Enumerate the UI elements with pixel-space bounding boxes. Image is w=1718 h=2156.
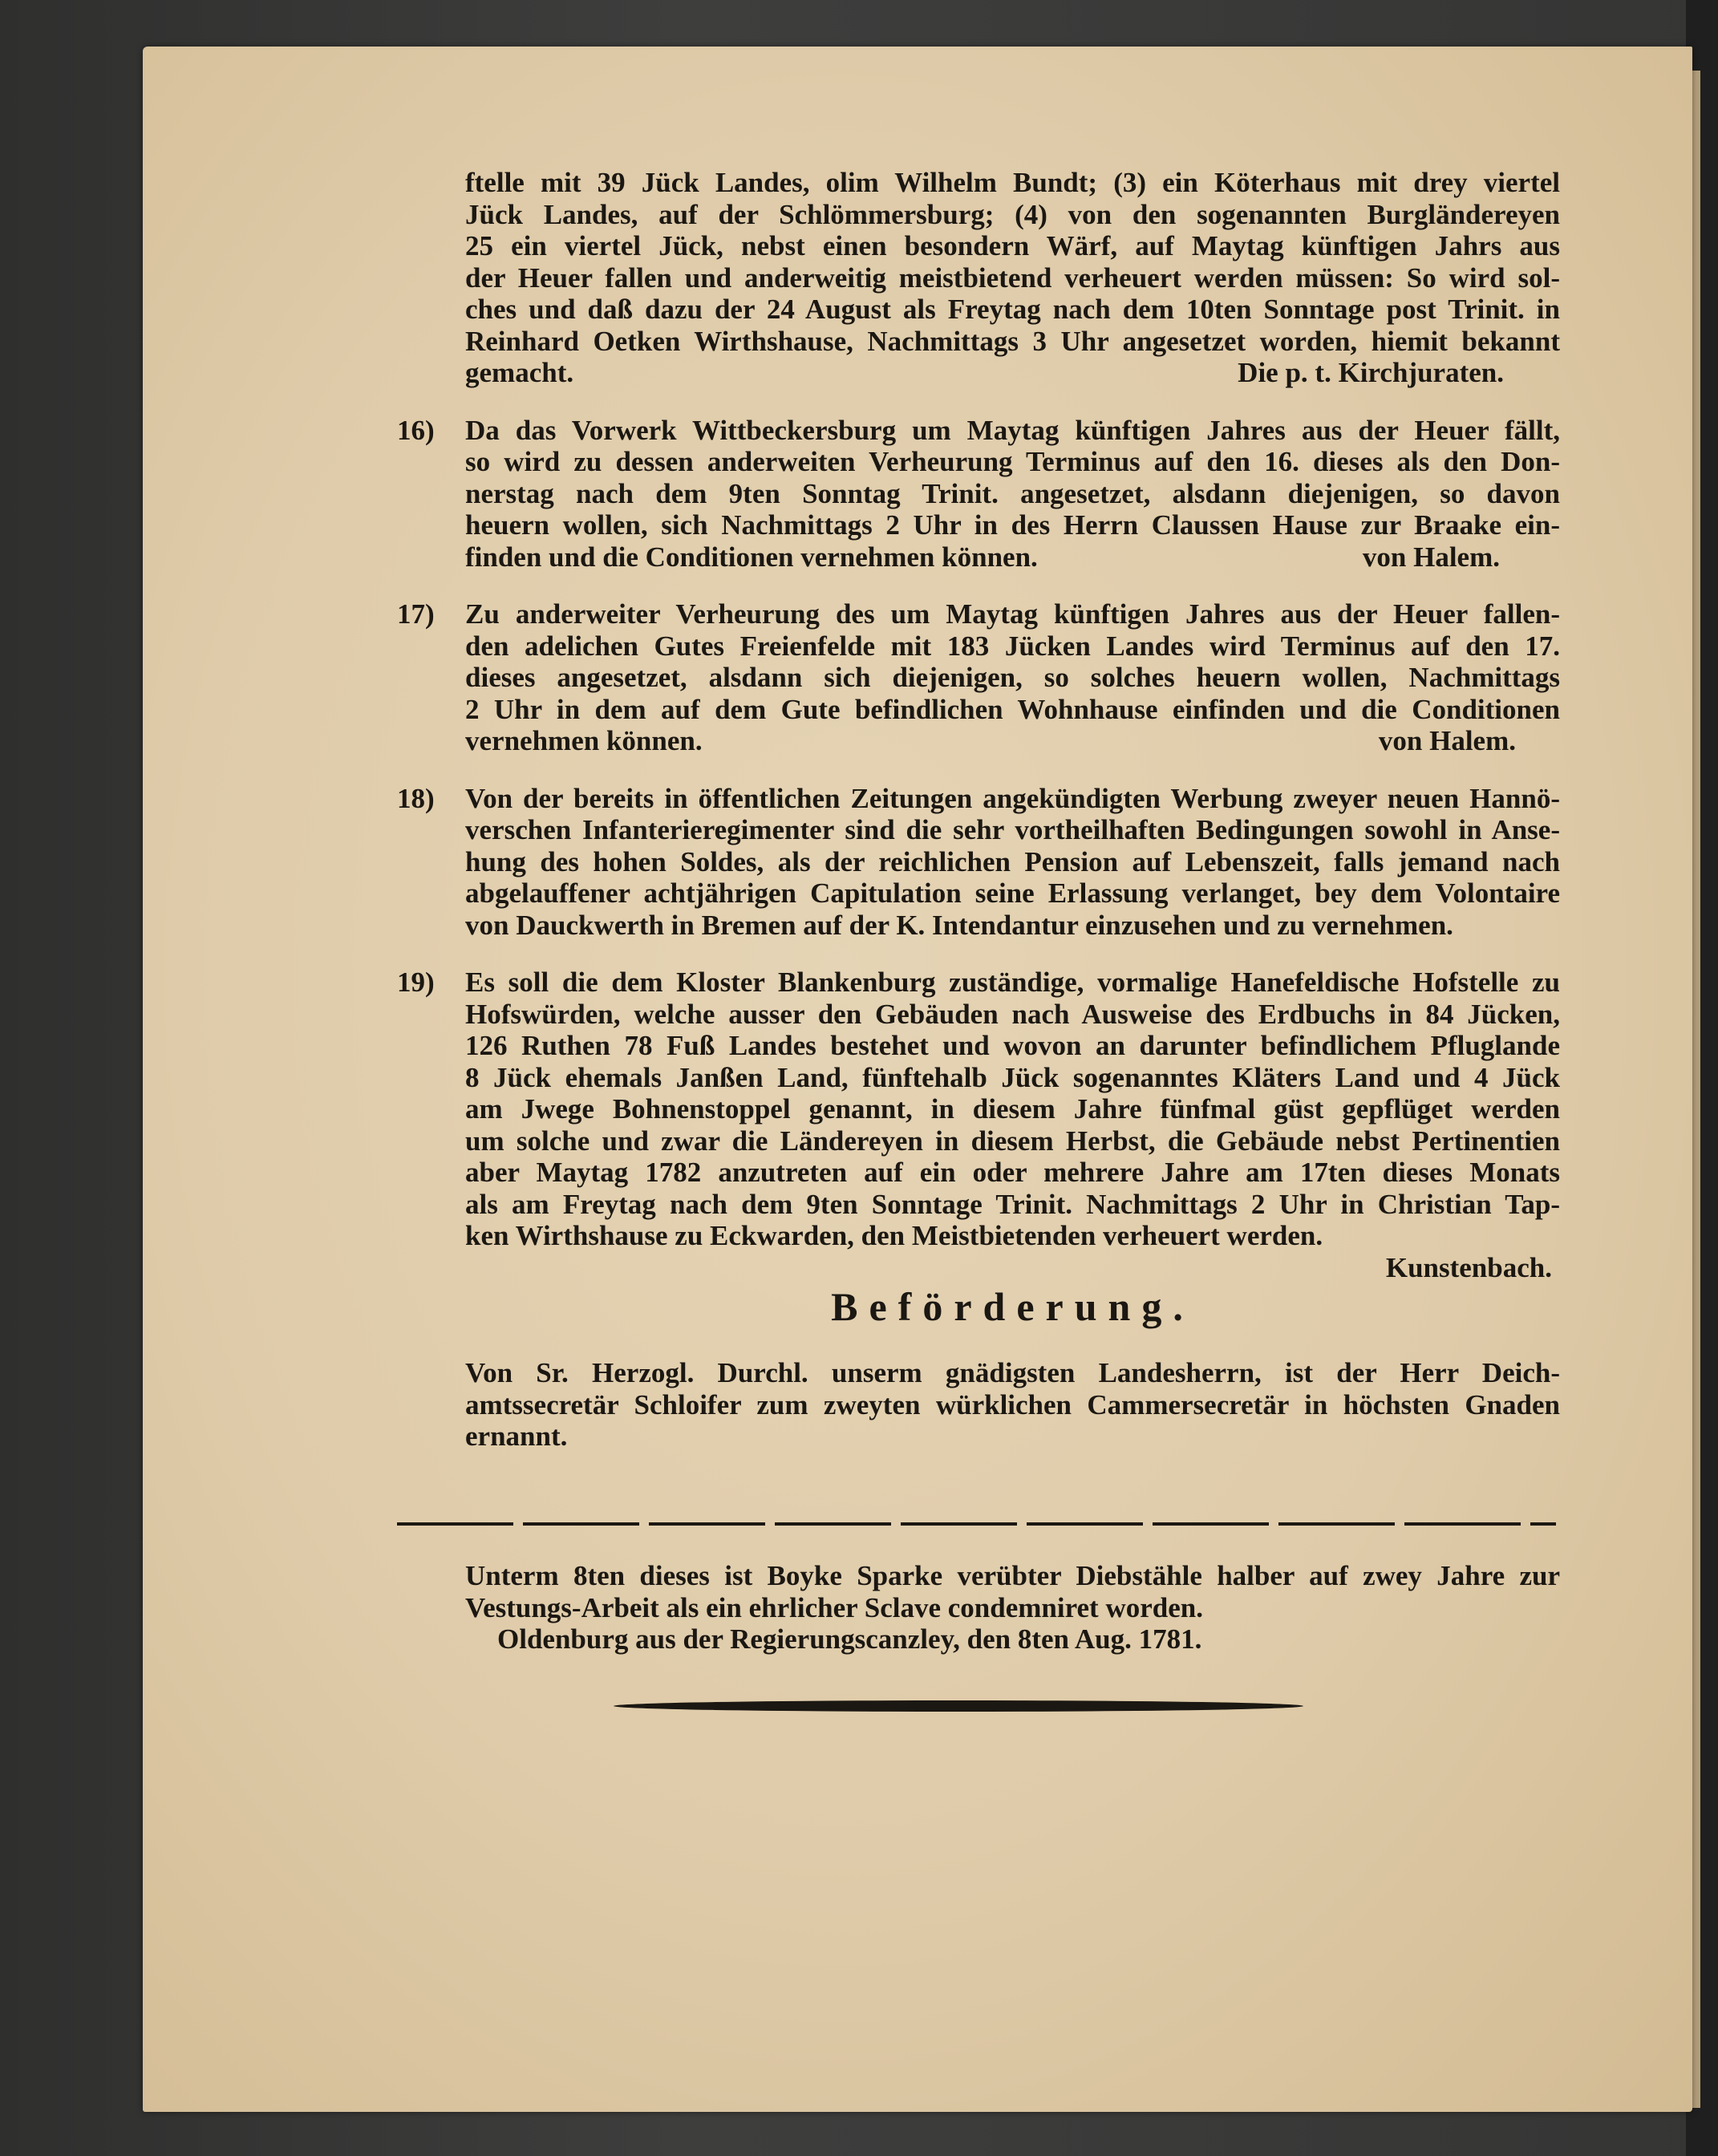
text-line: amtssecretär Schloifer zum zweyten würklichen Cammersecretär in höchsten Gnaden <box>465 1388 1560 1420</box>
text-line: 8 Jück ehemals Janßen Land, fünftehalb Jück sogenanntes Kläters Land und 4 Jück <box>465 1061 1560 1093</box>
text-line: der Heuer fallen und anderweitig meistbietend verheuert werden müssen: So wird sol- <box>465 261 1560 294</box>
text-line: so wird zu dessen anderweiten Verheurung Terminus auf den 16. dieses als den Don- <box>465 446 1560 477</box>
entry-number: 18) <box>397 782 435 814</box>
signature: von Halem. <box>1378 725 1516 756</box>
text-line: aber Maytag 1782 anzutreten auf ein oder mehrere Jahre am 17ten dieses Monats <box>465 1157 1560 1188</box>
entry-19 <box>397 967 1560 1283</box>
text-line: Von der bereits in öffentlichen Zeitungen angekündigten Werbung zweyer neuen Hannö- <box>465 782 1560 814</box>
entry-15-continuation <box>465 167 1560 389</box>
text-line: Vestungs-Arbeit als ein ehrlicher Sclave condemniret worden. <box>465 1591 1203 1623</box>
text-line: 126 Ruthen 78 Fuß Landes bestehet und wovon an darunter befindlichem Pfluglande <box>465 1030 1560 1061</box>
text-line: um solche und zwar die Ländereyen in diesem Herbst, die Gebäude nebst Pertinentien <box>465 1125 1560 1157</box>
text-line: Reinhard Oetken Wirthshause, Nachmittags 3 Uhr angesetzet worden, hiemit bekannt <box>465 325 1560 357</box>
section-heading: Beförderung. <box>831 1284 1194 1329</box>
text-line: Von Sr. Herzogl. Durchl. unserm gnädigsten Landesherrn, ist der Herr Deich- <box>465 1357 1560 1388</box>
text-line: ken Wirthshause zu Eckwarden, den Meistbietenden verheuert werden. <box>465 1220 1323 1251</box>
text-line: Es soll die dem Kloster Blankenburg zuständige, vormalige Hanefeldische Hofstelle zu <box>465 967 1560 998</box>
text-line: als am Freytag nach dem 9ten Sonntage Trinit. Nachmittags 2 Uhr in Christian Tap- <box>465 1188 1560 1220</box>
entry-number: 19) <box>397 967 435 998</box>
text-line: Jück Landes, auf der Schlömmersburg; (4) von den sogenannten Burgländereyen <box>465 198 1560 230</box>
entry-16 <box>397 414 1560 573</box>
text-line: heuern wollen, sich Nachmittags 2 Uhr in des Herrn Claussen Hause zur Braake ein- <box>465 509 1560 541</box>
text-line: finden und die Conditionen vernehmen können. <box>465 541 1038 573</box>
signature: Kunstenbach. <box>1385 1251 1552 1283</box>
text-line: verschen Infanterieregimenter sind die sehr vortheilhaften Bedingungen sowohl in Anse- <box>465 814 1560 845</box>
text-line: ernannt. <box>465 1420 568 1452</box>
promotion-notice <box>465 1357 1560 1453</box>
text-line: Da das Vorwerk Wittbeckersburg um Maytag künftigen Jahres aus der Heuer fällt, <box>465 414 1560 446</box>
signature: Die p. t. Kirchjuraten. <box>1238 357 1504 388</box>
text-line: den adelichen Gutes Freienfelde mit 183 Jücken Landes wird Terminus auf den 17. <box>465 630 1560 662</box>
text-line: von Dauckwerth in Bremen auf der K. Intendantur einzusehen und zu vernehmen. <box>465 909 1453 941</box>
entry-15-last-row <box>465 357 1560 389</box>
text-line: gemacht. <box>465 357 574 388</box>
entry-17-last-row <box>465 725 1560 757</box>
sentence-notice <box>465 1560 1560 1656</box>
entry-number: 17) <box>397 598 435 630</box>
text-line: hung des hohen Soldes, als der reichlichen Pension auf Lebenszeit, falls jemand nach <box>465 845 1560 877</box>
text-line: ches und daß dazu der 24 August als Freytag nach dem 10ten Sonntage post Trinit. in <box>465 294 1560 325</box>
end-ornament-bar <box>614 1700 1303 1712</box>
text-line: 2 Uhr in dem auf dem Gute befindlichen Wohnhause einfinden und die Conditionen <box>465 693 1560 725</box>
text-line: Hofswürden, welche ausser den Gebäuden nach Ausweise des Erdbuchs in 84 Jücken, <box>465 998 1560 1030</box>
entry-16-last-row <box>465 541 1560 573</box>
entry-18 <box>397 782 1560 942</box>
entry-17 <box>397 598 1560 757</box>
text-line: abgelauffener achtjährigen Capitulation seine Erlassung verlanget, bey dem Volontaire <box>465 877 1560 909</box>
text-line: nerstag nach dem 9ten Sonntag Trinit. angesetzet, alsdann diejenigen, so davon <box>465 477 1560 509</box>
page-text <box>397 167 1560 1453</box>
place-date-line: Oldenburg aus der Regierungscanzley, den 8ten Aug. 1781. <box>497 1623 1202 1655</box>
text-line: am Jwege Bohnenstoppel genannt, in diesem Jahre fünfmal güst gepflüget werden <box>465 1093 1560 1125</box>
text-line: 25 ein viertel Jück, nebst einen besondern Wärf, auf Maytag künftigen Jahrs aus <box>465 230 1560 261</box>
section-divider <box>397 1522 1556 1526</box>
signature: von Halem. <box>1362 541 1500 573</box>
text-line: vernehmen können. <box>465 725 703 756</box>
text-line: dieses angesetzet, alsdann sich diejenigen, so solches heuern wollen, Nachmittags <box>465 662 1560 693</box>
text-line: ftelle mit 39 Jück Landes, olim Wilhelm Bundt; (3) ein Köterhaus mit drey viertel <box>465 167 1560 198</box>
entry-number: 16) <box>397 414 435 446</box>
text-line: Unterm 8ten dieses ist Boyke Sparke verübter Diebstähle halber auf zwey Jahre zur <box>465 1560 1560 1591</box>
text-line: Zu anderweiter Verheurung des um Maytag künftigen Jahres aus der Heuer fallen- <box>465 598 1560 630</box>
